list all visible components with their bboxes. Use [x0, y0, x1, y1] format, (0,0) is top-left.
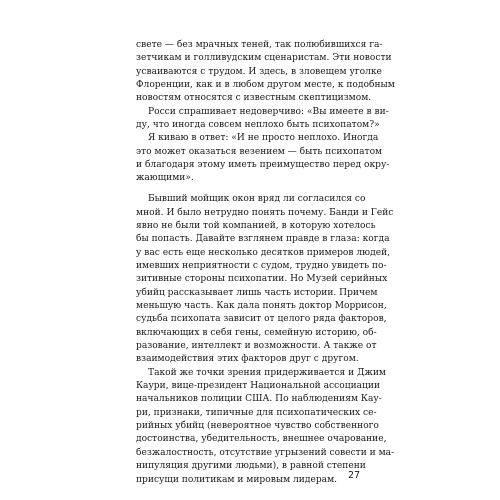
- text-line: новостям относятся с известным скептицизмом.: [136, 93, 372, 104]
- page-number: 27: [348, 470, 361, 481]
- text-line: достоинства, убедительность, внешнее очарование,: [136, 434, 387, 445]
- paragraph: [136, 106, 389, 133]
- text-line: начальников полиции США. По наблюдениям Кау-: [136, 394, 382, 405]
- text-line: ду, что иногда совсем неплохо быть психопатом?»: [136, 120, 380, 131]
- text-line: ри, признаки, типичные для психопатических се-: [136, 407, 377, 418]
- text-line: жающими».: [136, 173, 194, 184]
- text-line: судьба психопата зависит от целого ряда факторов,: [136, 314, 387, 325]
- text-line: зетчикам и голливудским сценаристам. Эти новости: [136, 53, 392, 64]
- text-line: взаимодействия этих факторов друг с другом.: [136, 354, 359, 365]
- text-line: мной. И было нетрудно понять почему. Банди и Гейс: [136, 207, 394, 218]
- paragraph: [136, 193, 394, 366]
- text-line: убийц рассказывает лишь часть истории. Причем: [136, 287, 378, 298]
- text-line: безжалостность, отсутствие угрызений совести и ма-: [136, 447, 395, 458]
- text-line: Флоренции, как и в любом другом месте, к подобным: [136, 80, 395, 91]
- text-line: разование, интеллект и возможности. А также от: [136, 341, 377, 352]
- text-line: Каури, вице-президент Национальной ассоциации: [136, 381, 381, 392]
- text-line: это может оказаться везением — быть психопатом: [136, 146, 383, 157]
- text-line: и благодаря этому иметь преимущество перед окру-: [136, 160, 390, 171]
- text-line: меньшую часть. Как дала понять доктор Моррисон,: [136, 301, 387, 312]
- text-line: Я киваю в ответ: «И не просто неплохо. Иногда: [148, 133, 379, 144]
- text-line: включающих в себя гены, семейную историю, об-: [136, 327, 377, 338]
- text-line: усваиваются с трудом. И здесь, в зловещем уголке: [136, 66, 382, 77]
- text-line: у вас есть еще несколько десятков примеров людей,: [136, 247, 391, 258]
- text-line: зитивные стороны психопатии. Но Музей серийных: [136, 274, 388, 285]
- text-line: рийных убийц (невероятное чувство собственного: [136, 421, 379, 432]
- text-line: явно не были той компанией, в которую хотелось: [136, 220, 376, 231]
- text-line: присущи политикам и мировым лидерам.: [136, 474, 338, 485]
- text-line: свете — без мрачных теней, так полюбившихся га-: [136, 40, 383, 50]
- text-line: Такой же точки зрения придерживается и Джим: [148, 367, 386, 378]
- paragraph: [136, 367, 395, 487]
- text-line: бы попасть. Давайте взглянем правде в глаза: когда: [136, 234, 390, 245]
- text-line: Бывший мойщик окон вряд ли согласился со: [148, 194, 366, 205]
- text-line: нипуляция другими людьми), в равной степени: [136, 461, 366, 472]
- text-line: имевших неприятности с судом, трудно увидеть по-: [136, 261, 387, 271]
- text-line: Росси спрашивает недоверчиво: «Вы имеете в ви-: [148, 106, 389, 117]
- paragraph-gap: [136, 186, 364, 194]
- body-text: [136, 39, 395, 487]
- paragraph: [136, 132, 390, 185]
- paragraph: [136, 39, 395, 106]
